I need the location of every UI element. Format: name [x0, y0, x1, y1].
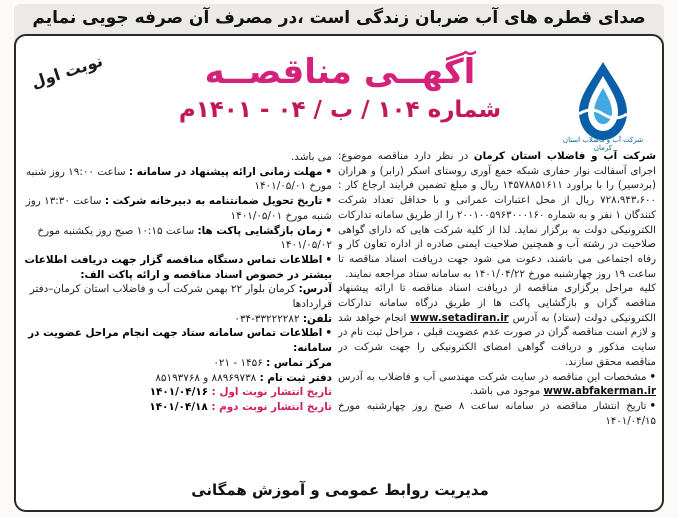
slogan-text: صدای قطره های آب ضربان زندگی است ،در مصرف آن صرفه جویی نمایم: [32, 8, 646, 28]
ad-title: آگهــی مناقصــه: [204, 52, 476, 92]
opening-item: [22, 224, 332, 253]
guarantee-item: [22, 194, 332, 223]
abfa-link[interactable]: www.abfakerman.ir: [543, 386, 656, 398]
second-publication-date: ۱۴۰۱/۰۴/۱۸: [149, 400, 212, 413]
registration-office-label: دفتر ثبت نام :: [259, 371, 332, 384]
procedure-paragraph: [338, 282, 656, 370]
bullet-icon: •: [325, 253, 332, 266]
second-publication-line: [22, 400, 332, 415]
specs-text-a: مشخصات این مناقصه در سایت شرکت مهندسی آب و فاضلاب به آدرس: [338, 371, 647, 383]
call-center-line: [22, 356, 332, 371]
opening-value: ساعت ۱۰:۱۵ صبح روز یکشنبه مورخ ۱۴۰۱/۰۵/۰۲: [37, 224, 332, 252]
bullet-icon: •: [649, 400, 656, 412]
logo-caption: شرکت آب و فاضلاب استان کرمان: [562, 136, 644, 152]
phone-line: [22, 312, 332, 327]
first-publication-line: [22, 385, 332, 400]
contact-setad-title: [22, 326, 332, 355]
deadline-label: مهلت زمانی ارائه پیشنهاد در سامانه :: [128, 165, 323, 178]
guarantee-label: تاریخ تحویل ضمانتنامه به دبیرخانه شرکت :: [104, 195, 323, 208]
continued-line: می باشد.: [290, 151, 332, 163]
ad-body-right-column: [338, 150, 656, 472]
tender-number: شماره ۱۰۴ / ب / ۰۴ - ۱۴۰۱م: [178, 97, 502, 123]
setad-link[interactable]: www.setadiran.ir: [410, 312, 509, 324]
bullet-icon: •: [325, 165, 332, 178]
publish-text: تاریخ انتشار مناقصه در سامانه ساعت ۸ صبح روز چهارشنبه مورخ ۱۴۰۱/۰۴/۱۵: [338, 400, 656, 427]
contact-tender-text: اطلاعات تماس دستگاه مناقصه گزار جهت دریافت اطلاعات بیشتر در خصوص اسناد مناقصه و ارائه پاکت الف:: [24, 253, 332, 281]
guarantee-value: ساعت ۱۳:۳۰ روز شنبه مورخ ۱۴۰۱/۰۵/۰۱: [25, 195, 332, 222]
publish-bullet: [338, 400, 656, 429]
second-publication-label: تاریخ انتشار نوبت دوم :: [211, 400, 332, 413]
contact-setad-text: اطلاعات تماس سامانه ستاد جهت انجام مراحل عضویت در سامانه:: [28, 327, 332, 355]
deadline-value: ساعت ۱۹:۰۰ روز شنبه مورخ ۱۴۰۱/۰۵/۰۱: [25, 165, 332, 193]
address-label: آدرس:: [298, 283, 332, 296]
bullet-icon: •: [649, 371, 656, 383]
first-publication-date: ۱۴۰۱/۰۴/۱۶: [149, 386, 212, 399]
contact-tender-title: [22, 253, 332, 282]
opening-label: زمان بازگشایی پاکت ها:: [197, 224, 323, 237]
registration-office-line: [22, 371, 332, 386]
bullet-icon: •: [325, 195, 332, 208]
address-line: [22, 282, 332, 311]
deadline-item: [22, 165, 332, 194]
company-name: شرکت آب و فاضلاب استان کرمان: [473, 151, 656, 162]
publication-stage-label: نوبت اول: [28, 51, 106, 92]
ad-body-left-column: [22, 150, 332, 472]
call-center-label: مرکز تماس :: [266, 356, 332, 369]
first-publication-label: تاریخ انتشار نوبت اول :: [211, 386, 332, 399]
specs-text-b: موجود می باشد.: [469, 386, 541, 398]
bullet-icon: •: [325, 327, 332, 340]
phone-value: ۳۳۲۲۲۲۸۲-۰۳۴: [234, 312, 300, 325]
phone-label: تلفن:: [302, 312, 332, 325]
registration-office-value: ۸۸۹۶۹۷۳۸ و ۸۵۱۹۳۷۶۸: [155, 371, 260, 384]
procedure-text-b: انجام خواهد شد و لازم است مناقصه گران در صورت عدم عضویت قبلی ، مراحل ثبت نام در سایت مذکور و دریافت گواهی امضای الکترونیکی را جهت شرکت در مناقصه محقق سازند.: [338, 312, 656, 368]
bullet-icon: •: [325, 224, 332, 237]
call-center-value: ۱۴۵۶ - ۰۲۱: [213, 356, 267, 369]
specs-bullet: [338, 371, 656, 400]
intro-paragraph: [338, 150, 656, 282]
procedure-text-a: کلیه مراحل برگزاری مناقصه از دریافت اسناد مناقصه تا ارائه پیشنهاد مناقصه گران و بازگشایی پاکت ها از طریق درگاه سامانه تدارکات الکترونیکی دولت (ستاد) به آدرس: [338, 283, 656, 324]
address-value: کرمان بلوار ۲۲ بهمن شرکت آب و فاضلاب استان کرمان–دفتر قراردادها: [29, 283, 332, 311]
intro-text: در نظر دارد مناقصه موضوع: اجرای آسفالت نوار حفاری شبکه جمع آوری روستای اسکر (رابر) و هراران (بردسیر) را با براورد ۱۴۵۷۸۸۵۱۶۱۱ ریال و مبلغ تضمین فرایند ارجاع کار : ۷۲۸،۹۴۳،۶۰۰ ریال از محل اعتبارات عمرانی و با حداقل تعداد شرکت کنندگان ۱ نفر و به شماره ۲۰۰۱۰۰۵۹۶۳۰۰۰۱۶۰ را از طریق سامانه تدارکات الکترونیکی دولت به برگزار نماید. لذا از کلیه شرکت هایی که دارای گواهی صلاحیت در رشته آب و همچنین صلاحیت ایمنی صادره از اداره تعاون کار و رفاه اجتماعی می باشند، دعوت می شود جهت دریافت اسناد مناقصه تا ساعت ۱۹ روز چهارشنبه مورخ ۱۴۰۱/۰۴/۲۲ به سامانه ستاد مراجعه نمایند.: [338, 151, 656, 280]
footer-signature: مدیریت روابط عمومی و آموزش همگانی: [191, 481, 489, 499]
